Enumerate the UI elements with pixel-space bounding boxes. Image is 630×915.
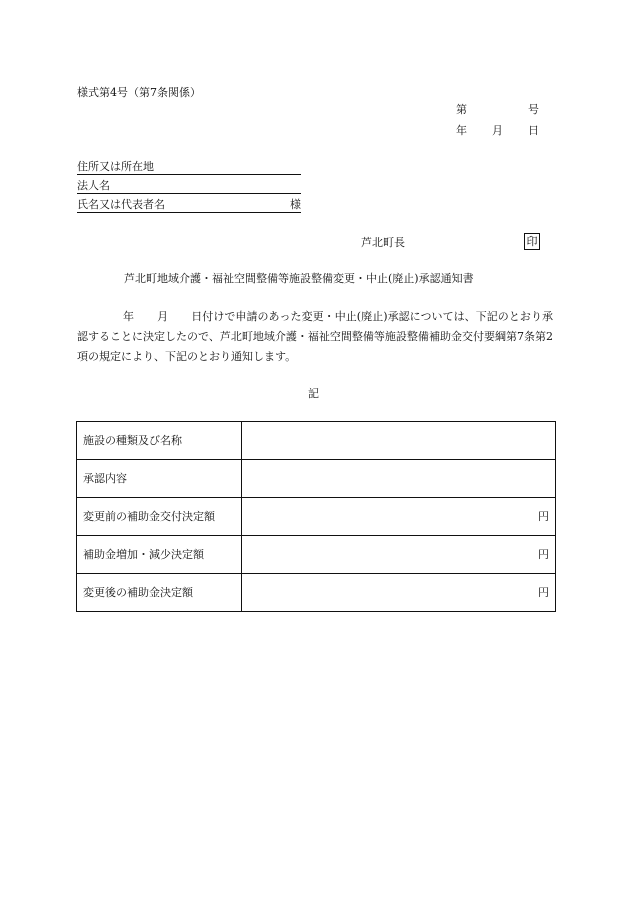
ki-heading: 記 [308,387,319,400]
row-value: 円 [242,536,556,574]
document-title: 芦北町地域介護・福祉空間整備等施設整備変更・中止(廃止)承認通知書 [124,272,474,285]
row-label: 承認内容 [77,460,242,498]
row-value: 円 [242,498,556,536]
seal-stamp: 印 [524,233,540,250]
table-row [77,460,556,498]
representative-line [77,198,301,213]
table-row [77,498,556,536]
corporation-label: 法人名 [77,179,110,192]
honorific: 様 [290,198,301,211]
details-table [76,421,556,612]
representative-label: 氏名又は代表者名 [77,198,165,211]
body-month-label: 月 [157,310,169,323]
address-label: 住所又は所在地 [77,160,154,173]
row-label: 変更後の補助金決定額 [77,574,242,612]
form-number-label: 様式第4号（第7条関係） [77,86,201,99]
table-row [77,536,556,574]
date-month-label: 月 [492,124,503,137]
row-label: 変更前の補助金交付決定額 [77,498,242,536]
corporation-line [77,179,301,194]
body-paragraph [77,307,553,367]
table-row [77,574,556,612]
document-number-prefix: 第 [456,103,467,116]
row-label: 施設の種類及び名称 [77,422,242,460]
row-value [242,422,556,460]
address-line [77,160,301,175]
body-year-label: 年 [123,310,135,323]
table-row [77,422,556,460]
row-value: 円 [242,574,556,612]
date-day-label: 日 [528,124,539,137]
body-text: 日付けで申請のあった変更・中止(廃止)承認については、下記のとおり承認することに決定したので、芦北町地域介護・福祉空間整備等施設整備補助金交付要綱第7条第2項の規定により、下記のとおり通知します。 [77,310,553,363]
document-number-suffix: 号 [528,103,539,116]
issuer-title: 芦北町長 [361,236,405,249]
date-year-label: 年 [456,124,467,137]
row-label: 補助金増加・減少決定額 [77,536,242,574]
row-value [242,460,556,498]
